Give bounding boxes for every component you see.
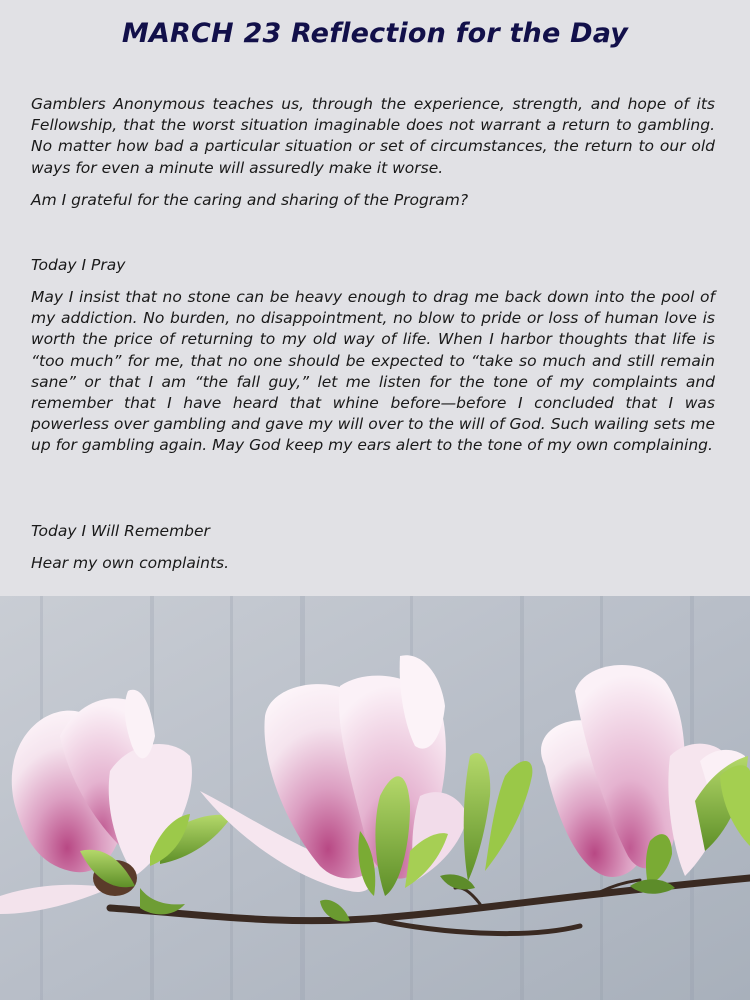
- page-title: MARCH 23 Reflection for the Day: [121, 18, 629, 49]
- pray-heading: Today I Pray: [31, 256, 126, 274]
- pray-paragraph: May I insist that no stone can be heavy enough to drag me back down into the pool of my addiction. No burden, no disappointment, no blow to pride or loss of human love is worth the price of returning to my old way of life. When I harbor thoughts that life is “too much” for me, that no one should be expected to “take so much and still remain sane” or that I am “the fall guy,” let me listen for the tone of my complaints and remember that I have heard that whine before—before I concluded that I was powerless over gambling and gave my will over to the will of God. Such wailing sets me up for gambling again. May God keep my ears alert to the tone of my own complaining.: [31, 288, 715, 455]
- remember-heading: Today I Will Remember: [31, 522, 210, 540]
- intro-paragraph: Gamblers Anonymous teaches us, through the experience, strength, and hope of its Fellowship, that the worst situation imaginable does not warrant a return to gambling. No matter how bad a particular situation or set of circumstances, the return to our old ways for even a minute will assuredly make it worse.: [31, 95, 715, 177]
- magnolia-photo: [0, 596, 750, 1000]
- remember-text: Hear my own complaints.: [31, 554, 230, 572]
- reflection-question: Am I grateful for the caring and sharing of the Program?: [31, 191, 469, 209]
